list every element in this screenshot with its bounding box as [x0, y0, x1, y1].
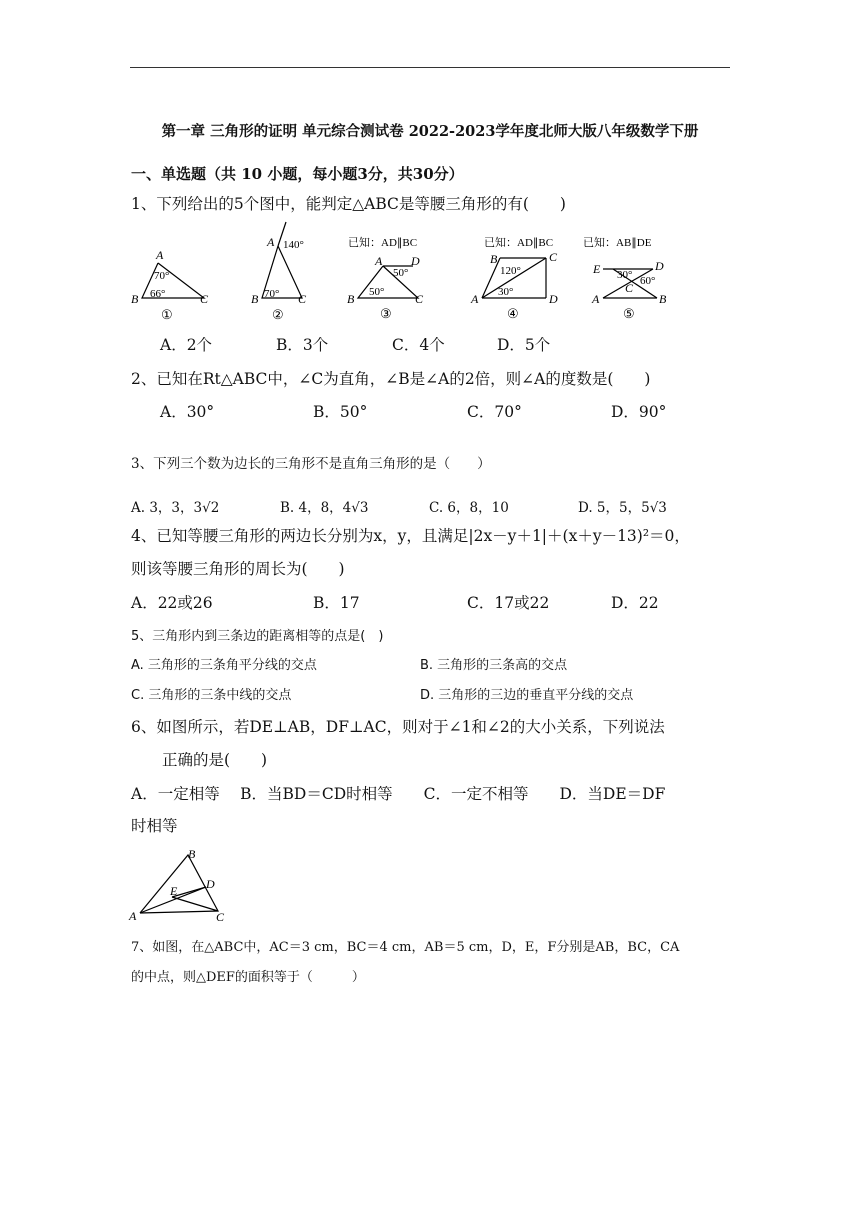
f3-label-c: C — [415, 292, 424, 306]
q1-figure-5 — [583, 232, 683, 323]
f3-label-b: B — [347, 292, 355, 306]
q4-option-d: D．22 — [611, 594, 659, 612]
f5-label-c: C — [625, 281, 634, 295]
q6-figure — [126, 843, 236, 923]
f1-angle-2: 66° — [150, 288, 166, 300]
f2-number: ② — [272, 307, 284, 322]
q1-figure-2 — [245, 220, 330, 323]
q4-option-c: C．17或22 — [467, 594, 550, 612]
f1-label-c: C — [200, 292, 209, 306]
q1-figure-4 — [470, 232, 580, 323]
f5-label-b: B — [659, 292, 667, 306]
q1-figure-1 — [128, 245, 213, 323]
f3-condition: 已知：AD∥BC — [348, 237, 418, 249]
f5-condition: 已知：AB∥DE — [583, 237, 652, 249]
top-rule — [130, 67, 730, 68]
f3-angle-1: 50° — [393, 267, 409, 279]
q6-stem: 6、如图所示，若DE⊥AB，DF⊥AC，则对于∠1和∠2的大小关系，下列说法 — [131, 718, 665, 736]
q6-label-c: C — [216, 910, 225, 923]
f4-number: ④ — [507, 306, 519, 321]
q4-stem-2: 则该等腰三角形的周长为( ) — [131, 560, 345, 578]
q5-option-b: B. 三角形的三条高的交点 — [420, 658, 568, 673]
q6-label-a: A — [129, 909, 137, 923]
f5-angle-1: 30° — [617, 269, 633, 281]
f4-label-d: D — [549, 292, 558, 306]
page-title: 第一章 三角形的证明 单元综合测试卷 2022-2023学年度北师大版八年级数学下册 — [161, 123, 699, 140]
f5-label-d: D — [655, 259, 664, 273]
q1-figure-3 — [343, 232, 438, 323]
f5-label-a: A — [592, 292, 600, 306]
q2-option-c: C．70° — [467, 403, 522, 421]
q4-stem: 4、已知等腰三角形的两边长分别为x，y，且满足|2x－y＋1|＋(x＋y－13)²＝0， — [131, 527, 690, 545]
f2-label-b: B — [251, 292, 259, 306]
q6-stem-2: 正确的是( ) — [162, 751, 268, 769]
f5-label-e: E — [593, 262, 601, 276]
q3-option-c: C. 6，8，10 — [429, 500, 509, 516]
f5-number: ⑤ — [623, 306, 635, 321]
q5-option-a: A. 三角形的三条角平分线的交点 — [131, 658, 317, 673]
section-heading: 一、单选题（共 10 小题，每小题3分，共30分） — [131, 165, 464, 183]
f3-angle-2: 50° — [369, 286, 385, 298]
q3-option-d: D. 5，5，5√3 — [578, 500, 667, 516]
q1-option-a: A．2个 — [160, 336, 213, 354]
q1-option-b: B．3个 — [276, 336, 329, 354]
f4-angle-2: 30° — [498, 286, 514, 298]
q6-label-b: B — [188, 847, 196, 861]
q7-stem: 7、如图，在△ABC中，AC＝3 cm，BC＝4 cm，AB＝5 cm，D，E，F分别是AB，BC，CA — [131, 940, 680, 955]
q3-option-b: B. 4，8，4√3 — [280, 500, 369, 516]
q3-stem: 3、下列三个数为边长的三角形不是直角三角形的是（ ） — [131, 456, 491, 472]
q2-option-d: D．90° — [611, 403, 667, 421]
f2-angle-2: 70° — [264, 288, 280, 300]
q5-option-d: D. 三角形的三边的垂直平分线的交点 — [420, 688, 634, 703]
q4-option-b: B．17 — [313, 594, 360, 612]
f3-number: ③ — [380, 306, 392, 321]
q2-option-b: B．50° — [313, 403, 368, 421]
q5-option-c: C. 三角形的三条中线的交点 — [131, 688, 292, 703]
q1-stem: 1、下列给出的5个图中，能判定△ABC是等腰三角形的有( ) — [131, 195, 566, 213]
f2-label-a: A — [267, 235, 275, 249]
q2-stem: 2、已知在Rt△ABC中，∠C为直角，∠B是∠A的2倍，则∠A的度数是( ) — [131, 370, 651, 388]
f4-condition: 已知：AD∥BC — [484, 237, 554, 249]
f3-label-d: D — [411, 254, 420, 268]
f1-label-a: A — [156, 248, 164, 262]
q6-label-e: E — [170, 884, 178, 898]
q6-label-d: D — [206, 877, 215, 891]
q3-option-a: A. 3，3，3√2 — [131, 500, 220, 516]
f4-angle-1: 120° — [500, 265, 521, 277]
q4-option-a: A．22或26 — [131, 594, 213, 612]
f2-angle-1: 140° — [283, 239, 304, 251]
f5-angle-2: 60° — [640, 275, 656, 287]
f1-number: ① — [161, 307, 173, 322]
f2-label-c: C — [298, 292, 307, 306]
f1-label-b: B — [131, 292, 139, 306]
f4-label-a: A — [471, 292, 479, 306]
q6-options: A．一定相等 B．当BD＝CD时相等 C．一定不相等 D．当DE＝DF — [131, 785, 666, 803]
f3-label-a: A — [375, 254, 383, 268]
q1-option-d: D．5个 — [497, 336, 551, 354]
q1-option-c: C．4个 — [392, 336, 445, 354]
f4-label-c: C — [549, 250, 558, 264]
f4-label-b: B — [490, 252, 498, 266]
f1-angle-1: 70° — [154, 270, 170, 282]
q6-options-2: 时相等 — [131, 817, 178, 835]
q7-stem-2: 的中点，则△DEF的面积等于（ ） — [131, 970, 365, 985]
q5-stem: 5、三角形内到三条边的距离相等的点是( ) — [131, 629, 384, 644]
q2-option-a: A．30° — [160, 403, 215, 421]
